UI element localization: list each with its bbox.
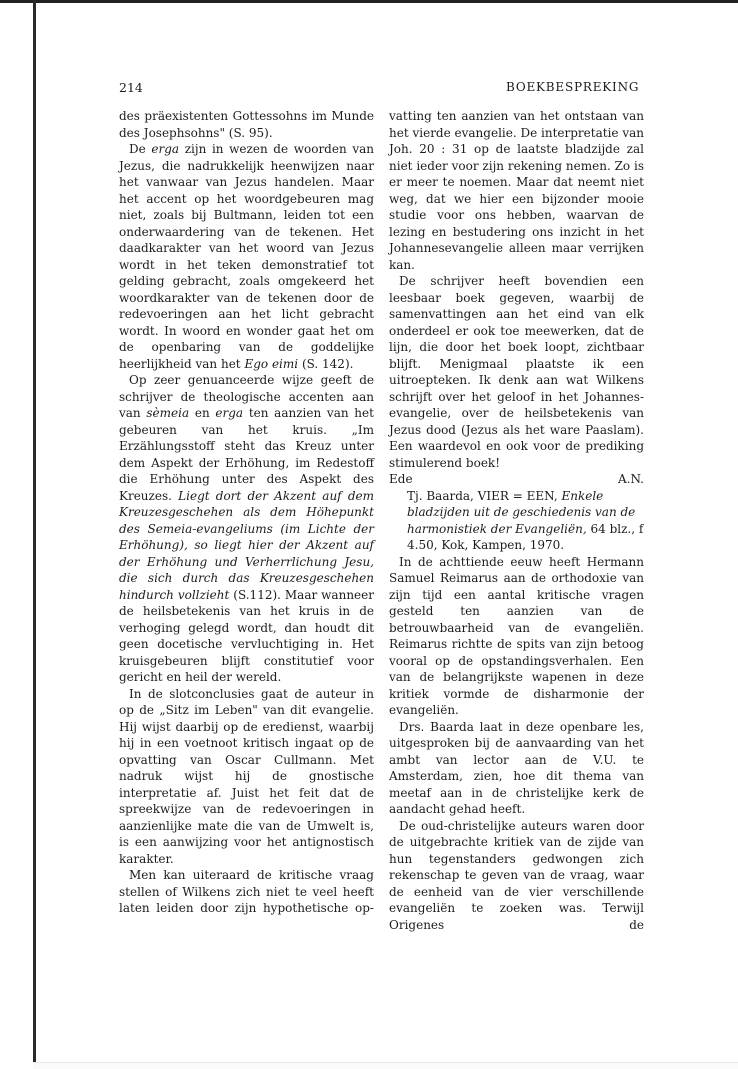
- paragraph: Drs. Baarda laat in deze openbare les, uitgesproken bij de aanvaarding van het ambt van lector aan de V.U. te Amsterdam, zien, hoe dit thema van meetaf aan in de christelijke kerk de aandacht gehad heeft.: [389, 719, 644, 816]
- paragraph: vatting ten aanzien van het ontstaan van het vierde evangelie. De interpretatie van Joh. 20 : 31 op de laatste bladzijde zal niet ieder voor zijn rekening nemen. Zo is er meer te noemen. Maar dat neemt niet weg, dat we hier een bijzonder mooie studie voor ons hebben, waarvan de lezing en bestudering ons inzicht in het Johannesevangelie alleen maar verrijken kan.: [389, 109, 644, 272]
- quoted-italic-passage: Liegt dort der Akzent auf dem Kreuzesgeschehen als dem Höhepunkt des Semeia-evangeliums (im Lichte der Erhöhung), so liegt hier der Akzent auf der Erhöhung und Verherrlichung Jesu, die sich durch das Kreuzesgeschehen hindurch vollzieht: [119, 488, 374, 602]
- right-column: [389, 108, 644, 933]
- running-header: BOEKBESPREKING: [506, 80, 640, 94]
- paragraph: De oud-christelijke auteurs waren door de uitgebrachte kritiek van de zijde van hun tegenstanders gedwongen zich rekenschap te geven van de vraag, waar de eenheid van de vier verschillende evangeliën te zoeken was. Terwijl Origenes de: [389, 818, 644, 932]
- scan-edge-top: [0, 0, 738, 3]
- page-number: 214: [119, 80, 143, 95]
- paragraph: De erga zijn in wezen de woorden van Jezus, die nadrukkelijk heenwijzen naar het vanwaar van Jezus handelen. Maar het accent op het woordgebeuren mag niet, zoals bij Bultmann, leiden tot een onderwaardering van de tekenen. Het daadkarakter van het woord van Jezus wordt in het teken demonstratief tot gelding gebracht, zoals omgekeerd het woordkarakter van de tekenen door de redevoeringen aan het licht gebracht wordt. In woord en wonder gaat het om de openbaring van de goddelijke heerlijkheid van het Ego eimi (S. 142).: [119, 142, 374, 371]
- scan-edge-left: [33, 0, 36, 1068]
- signature-line: [389, 471, 644, 488]
- review-citation: Tj. Baarda, VIER = EEN, Enkele bladzijden uit de geschiedenis van de harmonistiek der Evangeliën, 64 blz., f 4.50, Kok, Kampen, 1970.: [407, 488, 644, 552]
- paragraph: In de slotconclusies gaat de auteur in op de „Sitz im Leben" van dit evangelie. Hij wijst daarbij op de eredienst, waarbij hij in een voetnoot kritisch ingaat op de opvatting van Oscar Cullmann. Met nadruk wijst hij de gnostische interpretatie af. Juist het feit dat de spreekwijze van de redevoeringen in aanzienlijke mate die van de Umwelt is, is een aanwijzing voor het antignostisch karakter.: [119, 686, 374, 866]
- paragraph: De schrijver heeft bovendien een leesbaar boek gegeven, waarbij de samenvattingen aan het eind van elk onderdeel er ook toe meewerken, dat de lijn, die door het boek loopt, zichtbaar blijft. Menigmaal plaatste ik een uitroepteken. Ik denk aan wat Wilkens schrijft over het geloof in het Johannes-evangelie, over de heilsbetekenis van Jezus dood (Jezus als het ware Paaslam). Een waardevol en ook voor de prediking stimulerend boek!: [389, 274, 644, 470]
- signature-initials: A.N.: [617, 472, 644, 486]
- left-column: [119, 108, 374, 917]
- paragraph: des präexistenten Gottessohns im Munde des Josephsohns" (S. 95).: [119, 109, 374, 140]
- paragraph: Men kan uiteraard de kritische vraag stellen of Wilkens zich niet te veel heeft laten leiden door zijn hypothetische op-: [119, 868, 374, 915]
- paragraph: Op zeer genuanceerde wijze geeft de schrijver de theologische accenten aan van sèmeia en erga ten aanzien van het gebeuren van het kruis. „Im Erzählungsstoff steht das Kreuz unter dem Aspekt der Erhöhung, im Redestoff die Erhöhung unter des Aspekt des Kreuzes. Liegt dort der Akzent auf dem Kreuzesgeschehen als dem Höhepunkt des Semeia-evangeliums (im Lichte der Erhöhung), so liegt hier der Akzent auf der Erhöhung und Verherrlichung Jesu, die sich durch das Kreuzesgeschehen hindurch vollzieht (S.112). Maar wanneer de heilsbetekenis van het kruis in de verhoging gelegd wordt, dan houdt dit geen docetische vervluchtiging in. Het kruisgebeuren blijft constitutief voor gericht en heil der wereld.: [119, 373, 374, 684]
- paragraph: In de achttiende eeuw heeft Hermann Samuel Reimarus aan de orthodoxie van zijn tijd een aantal kritische vragen gesteld ten aanzien van de betrouwbaarheid van de evangeliën. Reimarus richtte de spits van zijn betoog vooral op de opstandingsverhalen. Een van de belangrijkste wapenen in deze kritiek vormde de disharmonie der evangeliën.: [389, 554, 644, 717]
- signature-place: Ede: [389, 472, 413, 486]
